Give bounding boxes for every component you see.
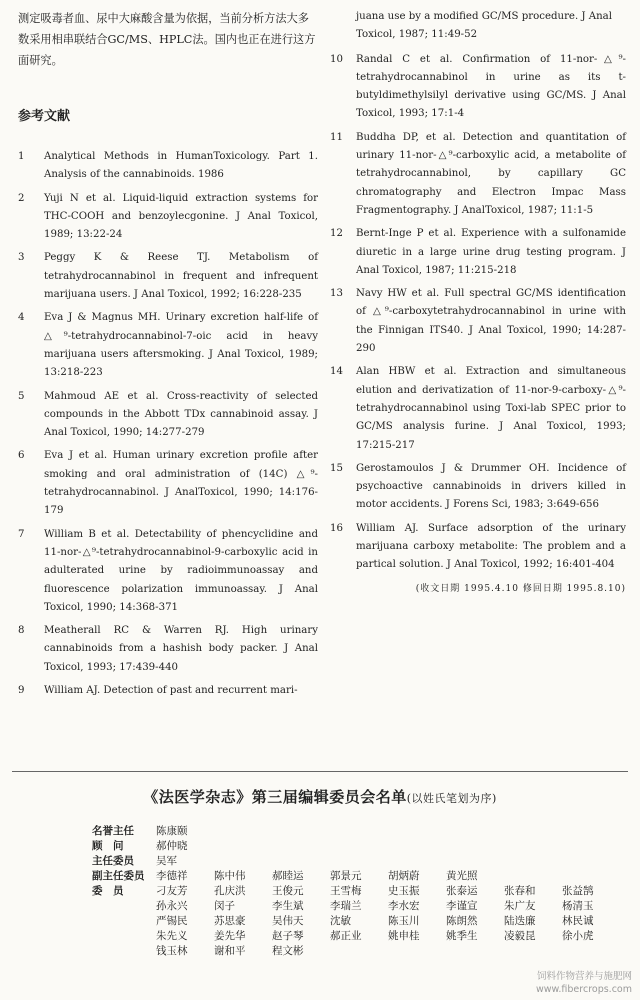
- watermark-line-2: www.fibercrops.com: [535, 984, 632, 995]
- reference-item: [18, 622, 318, 677]
- intro-paragraph: 测定吸毒者血、尿中大麻酸含量为依据，当前分析方法大多数采用相串联结合GC/MS、HPLC法。国内也正在进行这方面研究。: [18, 12, 316, 67]
- board-role: 主任委员: [92, 855, 134, 867]
- board-names: [156, 869, 632, 884]
- board-title-text: 《法医学杂志》第三届编辑委员会名单: [143, 788, 407, 806]
- reference-number: 13: [330, 288, 343, 300]
- reference-number: 10: [330, 53, 343, 65]
- reference-number: 14: [330, 366, 343, 378]
- reference-number: 16: [330, 522, 343, 534]
- board-member-name: 钱玉林: [156, 945, 188, 957]
- reference-text: Eva J et al. Human urinary excretion profile after smoking and oral administration of (14C) △⁹-tetrahydrocannabinol. J AnalToxicol, 1990; 14:176-179: [44, 450, 318, 517]
- board-member-name: 程文彬: [272, 945, 304, 957]
- board-member-name: 陈康颐: [156, 825, 188, 837]
- board-member-name: 张益鹄: [562, 885, 594, 897]
- reference-item: [18, 249, 318, 304]
- reference-item: [18, 682, 318, 700]
- reference-number: 11: [330, 131, 343, 143]
- reference-item: [330, 363, 626, 454]
- board-member-name: 沈敏: [330, 915, 351, 927]
- reference-text: Navy HW et al. Full spectral GC/MS identification of △⁹-carboxytetrahydrocannabinol in urine with the Finnigan ITS40. J Anal Toxicol, 1990; 14:287-290: [356, 288, 626, 355]
- reference-item: [18, 309, 318, 382]
- board-member-name: 姚申桂: [388, 930, 420, 942]
- board-role: 名誉主任: [92, 825, 134, 837]
- board-member-name: 姜先华: [214, 930, 246, 942]
- board-role: 顾 问: [92, 840, 124, 852]
- board-member-name: 李生斌: [272, 900, 304, 912]
- board-member-name: 郝睦运: [272, 870, 304, 882]
- reference-text: William AJ. Surface adsorption of the urinary marijuana carboxy metabolite: The problem and a partical solution. J Anal Toxicol, 1992; 16:401-404: [356, 522, 626, 571]
- reference-text: Randal C et al. Confirmation of 11-nor-△⁹-tetrahydrocannabinol in urine as its t-butyldimethylsilyl derivative using GC/MS. J Anal Toxicol, 1993; 17:1-4: [356, 53, 626, 120]
- board-member-name: 郝正业: [330, 930, 362, 942]
- board-row: [92, 869, 632, 884]
- board-names: [156, 854, 632, 869]
- reference-text: Yuji N et al. Liquid-liquid extraction systems for THC-COOH and benzoylecgonine. J Anal Toxicol, 1989; 13:22-24: [44, 192, 318, 241]
- reference-number: 2: [18, 192, 25, 204]
- reference-number: 4: [18, 312, 25, 324]
- reference-item: [18, 526, 318, 617]
- watermark: [536, 970, 632, 996]
- board-member-name: 孙永兴: [156, 900, 188, 912]
- reference-text: Meatherall RC & Warren RJ. High urinary cannabinoids from a hashish body packer. J Anal Toxicol, 1993; 17:439-440: [44, 625, 318, 673]
- board-member-name: 吴伟天: [272, 915, 304, 927]
- reference-text: Analytical Methods in HumanToxicology. Part 1. Analysis of the cannabinoids. 1986: [44, 151, 318, 181]
- references-list-right: [330, 51, 626, 575]
- board-member-name: 凌毅昆: [504, 930, 536, 942]
- board-member-list: [92, 824, 632, 959]
- reference-number: 6: [18, 450, 25, 462]
- reference-item: [18, 190, 318, 245]
- reference-number: 9: [18, 685, 25, 697]
- board-member-name: 林民诚: [562, 915, 594, 927]
- watermark-line-1: 饲料作物营养与施肥网: [536, 971, 632, 982]
- reference-number: 12: [330, 228, 343, 240]
- board-member-name: 李瑞兰: [330, 900, 362, 912]
- board-member-name: 谢和平: [214, 945, 246, 957]
- received-revised-dates: (收文日期 1995.4.10 修回日期 1995.8.10): [415, 583, 626, 594]
- board-member-name: 苏思豪: [214, 915, 246, 927]
- board-member-name: 张春和: [504, 885, 536, 897]
- board-names: [156, 884, 632, 959]
- reference-number: 7: [18, 528, 25, 540]
- board-row: [92, 824, 632, 839]
- board-member-name: 严锡民: [156, 915, 188, 927]
- board-member-name: 李谨宣: [446, 900, 478, 912]
- board-member-name: 陈玉川: [388, 915, 420, 927]
- reference-text: Eva J & Magnus MH. Urinary excretion half-life of △⁹-tetrahydrocannabinol-7-oic acid in heavy marijuana users aftersmoking. J Anal Toxicol, 1989; 13:218-223: [44, 312, 318, 379]
- board-member-name: 杨清玉: [562, 900, 594, 912]
- references-heading: 参考文献: [18, 109, 71, 124]
- board-row: [92, 839, 632, 854]
- reference-number: 1: [18, 151, 25, 162]
- board-member-name: 姚季生: [446, 930, 478, 942]
- reference-text: Mahmoud AE et al. Cross-reactivity of selected compounds in the Abbott TDx cannabinoid assay. J Anal Toxicol, 1990; 14:277-279: [44, 390, 318, 439]
- reference-number: 3: [18, 252, 25, 264]
- reference-9-continued: juana use by a modified GC/MS procedure. J Anal Toxicol, 1987; 11:49-52: [356, 11, 613, 41]
- reference-text: Alan HBW et al. Extraction and simultaneous elution and derivatization of 11-nor-9-carboxy-△⁹-tetrahydrocannabinol using Toxi-lab SPEC prior to GC/MS analysis furine. J Anal Toxicol, 1993; 17:215-217: [356, 366, 626, 451]
- reference-item: [18, 388, 318, 443]
- reference-number: 15: [330, 462, 343, 474]
- reference-number: 8: [18, 625, 25, 637]
- board-role: 副主任委员: [92, 870, 145, 882]
- reference-item: [18, 447, 318, 520]
- board-member-name: 陈中伟: [214, 870, 246, 882]
- reference-item: [330, 225, 626, 280]
- board-member-name: 赵子琴: [272, 930, 304, 942]
- section-divider: [12, 771, 628, 772]
- board-subtitle: (以姓氏笔划为序): [406, 792, 497, 805]
- board-member-name: 李德祥: [156, 870, 188, 882]
- reference-item: [330, 285, 626, 358]
- reference-number: 5: [18, 390, 25, 402]
- reference-item: [330, 51, 626, 124]
- board-row: [92, 884, 632, 959]
- reference-text: Peggy K & Reese TJ. Metabolism of tetrahydrocannabinol in frequent and infrequent marijuana users. J Anal Toxicol, 1992; 16:228-235: [44, 252, 318, 301]
- board-title: [0, 786, 640, 807]
- board-member-name: 胡炳蔚: [388, 870, 420, 882]
- board-role: 委 员: [92, 885, 124, 897]
- reference-item: [330, 520, 626, 575]
- board-member-name: 郭景元: [330, 870, 362, 882]
- board-member-name: 吴军: [156, 855, 177, 867]
- reference-item: [330, 129, 626, 220]
- board-member-name: 黄光照: [446, 870, 478, 882]
- references-list-left: [18, 148, 318, 700]
- reference-item: [330, 460, 626, 515]
- board-member-name: 李水宏: [388, 900, 420, 912]
- board-member-name: 张泰运: [446, 885, 478, 897]
- left-column: [18, 8, 318, 700]
- reference-item: [18, 148, 318, 185]
- board-member-name: 朱先义: [156, 930, 188, 942]
- reference-text: Bernt-Inge P et al. Experience with a sulfonamide diuretic in a large urine drug testing program. J Anal Toxicol, 1987; 11:215-218: [356, 228, 626, 276]
- reference-text: William B et al. Detectability of phencyclidine and 11-nor-△⁹-tetrahydrocannabinol-9-carboxylic acid in adulterated urine by radioimmunoassay and fluorescence polarization immunoassay. J Anal Toxicol, 1990; 14:368-371: [44, 528, 318, 613]
- board-member-name: 王俊元: [272, 885, 304, 897]
- reference-text: William AJ. Detection of past and recurrent mari-: [44, 685, 298, 697]
- board-member-name: 郝仲晓: [156, 840, 188, 852]
- board-member-name: 史玉振: [388, 885, 420, 897]
- board-member-name: 徐小虎: [562, 930, 594, 942]
- board-member-name: 朱广友: [504, 900, 536, 912]
- board-member-name: 陆迭廉: [504, 915, 536, 927]
- board-member-name: 王雪梅: [330, 885, 362, 897]
- right-column: [330, 8, 626, 594]
- board-names: [156, 839, 632, 854]
- board-names: [156, 824, 632, 839]
- board-member-name: 刁友芳: [156, 885, 188, 897]
- reference-text: Gerostamoulos J & Drummer OH. Incidence of psychoactive cannabinoids in drivers killed in motor accidents. J Forens Sci, 1983; 3:649-656: [356, 462, 626, 511]
- board-member-name: 闵子: [214, 900, 235, 912]
- board-row: [92, 854, 632, 869]
- reference-text: Buddha DP, et al. Detection and quantitation of urinary 11-nor-△⁹-carboxylic acid, a metabolite of tetrahydrocannabinol, by capillary GC chromatography and Electron Impac Mass Fragmentography. J AnalToxicol, 1987; 11:1-5: [356, 131, 626, 216]
- board-member-name: 陈朗然: [446, 915, 478, 927]
- board-member-name: 孔庆洪: [214, 885, 246, 897]
